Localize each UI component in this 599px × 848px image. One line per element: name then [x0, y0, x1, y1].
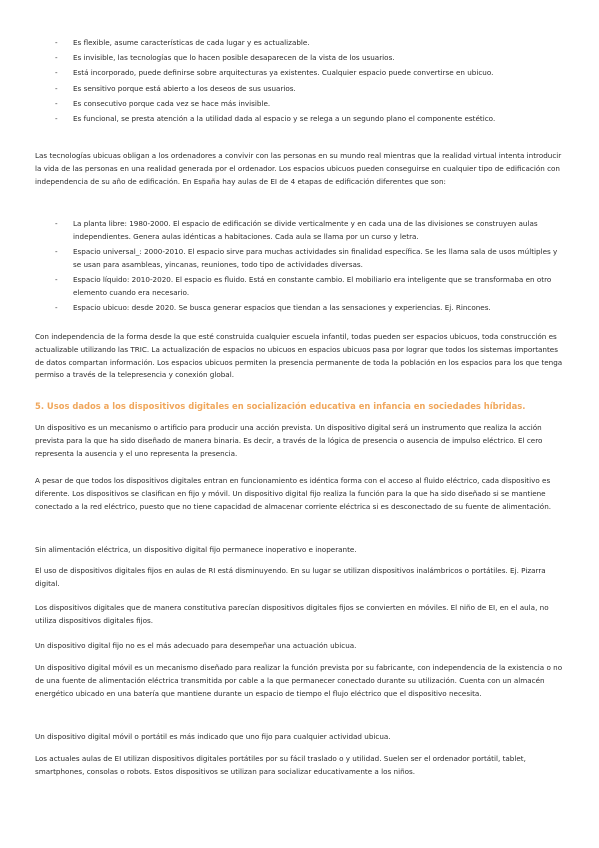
- paragraph: Un dispositivo digital móvil es un mecanismo diseñado para realizar la función prevista por su fabricante, con independencia de la existencia o no de una fuente de alimentación eléctrica transmitida por cable a la que permanecer conectado durante su utilización. Cuenta con un almacén energético ubicado en una batería que mantiene durante un espacio de tiempo el flujo eléctrico que el dispositivo necesita.: [35, 663, 563, 698]
- list-item-text: Espacio universal_: 2000-2010. El espacio sirve para muchas actividades sin finalidad específica. Se les llama sala de usos múltiples y se usan para asambleas, yincanas, reuniones, todo tipo de actividades diversas.: [73, 246, 558, 269]
- features-list: [0, 37, 599, 128]
- paragraph: Un dispositivo es un mecanismo o artificio para producir una acción prevista. Un dispositivo digital será un instrumento que realiza la acción prevista para la que ha sido diseñado de manera binaria. Es decir, a través de la lógica de presencia o ausencia de impulso eléctrico. El cero representa la ausencia y el uno representa la presencia.: [35, 423, 543, 458]
- list-item: - Es invisible, las tecnologías que lo hacen posible desaparecen de la vista de los usuarios.: [55, 53, 395, 63]
- paragraph: Un dispositivo digital móvil o portátil es más indicado que uno fijo para cualquier actividad ubicua.: [35, 732, 391, 741]
- paragraph: El uso de dispositivos digitales fijos en aulas de RI está disminuyendo. En su lugar se utilizan dispositivos inalámbricos o portátiles. Ej. Pizarra digital.: [35, 566, 546, 588]
- list-item: - Es consecutivo porque cada vez se hace más invisible.: [55, 98, 271, 108]
- list-item: - Espacio líquido: 2010-2020. El espacio es fluido. Está en constante cambio. El mobiliario era inteligente que se transformaba en otro elemento cuando era necesario.: [55, 274, 552, 297]
- paragraph: Un dispositivo digital fijo no es el más adecuado para desempeñar una actuación ubicua.: [35, 641, 357, 650]
- paragraph: Las tecnologías ubicuas obligan a los ordenadores a convivir con las personas en su mundo real mientras que la realidad virtual intenta introducir la vida de las personas en una realidad generada por el ordenador. Los espacios ubicuos pueden conseguirse en cualquier tipo de edificación con independencia de su año de edificación. En España hay aulas de EI de 4 etapas de edificación diferentes que son:: [35, 151, 562, 186]
- paragraph: Con independencia de la forma desde la que esté construida cualquier escuela infantil, todas pueden ser espacios ubicuos, toda construcción es actualizable utilizando las TRIC. La actualización de espacios no ubicuos en espacios ubicuos pasa por lograr que todos los sistemas importantes de datos compartan información. Los espacios ubicuos permiten la presencia permanente de toda la población en los espacios para los que tenga permiso a través de la telepresencia y conexión global.: [35, 332, 563, 380]
- list-item: - Es flexible, asume características de cada lugar y es actualizable.: [55, 38, 310, 47]
- list-item-text: Es funcional, se presta atención a la utilidad dada al espacio y se relega a un segundo plano el componente estético.: [73, 113, 496, 123]
- list-item: - La planta libre: 1980-2000. El espacio de edificación se divide verticalmente y en cada una de las divisiones se construyen aulas independientes. Genera aulas idénticas a habitaciones. Cada aula se llama por un curso y letra.: [55, 219, 538, 241]
- list-item: - Está incorporado, puede definirse sobre arquitecturas ya existentes. Cualquier espacio puede convertirse en ubicuo.: [55, 68, 494, 78]
- list-item-text: Espacio líquido: 2010-2020. El espacio es fluido. Está en constante cambio. El mobiliario era inteligente que se transformaba en otro elemento cuando era necesario.: [73, 274, 552, 297]
- list-item-text: Es flexible, asume características de cada lugar y es actualizable.: [73, 38, 310, 47]
- list-item-text: Espacio ubicuo: desde 2020. Se busca generar espacios que tiendan a las sensaciones y experiencias. Ej. Rincones.: [73, 302, 491, 312]
- list-item: - Es funcional, se presta atención a la utilidad dada al espacio y se relega a un segundo plano el componente estético.: [55, 113, 496, 123]
- paragraph: Los dispositivos digitales que de manera constitutiva parecían dispositivos digitales fijos se convierten en móviles. El niño de EI, en el aula, no utiliza dispositivos digitales fijos.: [35, 603, 549, 625]
- list-item-text: Está incorporado, puede definirse sobre arquitecturas ya existentes. Cualquier espacio puede convertirse en ubicuo.: [73, 68, 494, 78]
- paragraph: Los actuales aulas de EI utilizan dispositivos digitales portátiles por su fácil traslado o y utilidad. Suelen ser el ordenador portátil, tablet, smartphones, consolas o robots. Estos dispositivos se utilizan para socializar educativamente a los niños.: [35, 754, 526, 776]
- list-item-text: Es consecutivo porque cada vez se hace más invisible.: [73, 98, 271, 108]
- list-item-text: Es sensitivo porque está abierto a los deseos de sus usuarios.: [73, 83, 296, 93]
- list-item-text: Es invisible, las tecnologías que lo hacen posible desaparecen de la vista de los usuarios.: [73, 53, 395, 63]
- list-item-text: La planta libre: 1980-2000. El espacio de edificación se divide verticalmente y en cada una de las divisiones se construyen aulas independientes. Genera aulas idénticas a habitaciones. Cada aula se llama por un curso y letra.: [73, 219, 538, 241]
- section-heading: 5. Usos dados a los dispositivos digitales en socialización educativa en infancia en sociedades híbridas.: [35, 401, 526, 411]
- list-item: - Es sensitivo porque está abierto a los deseos de sus usuarios.: [55, 83, 296, 93]
- paragraph: Sin alimentación eléctrica, un dispositivo digital fijo permanece inoperativo e inoperante.: [35, 545, 357, 554]
- paragraph: A pesar de que todos los dispositivos digitales entran en funcionamiento es idéntica forma con el acceso al fluido eléctrico, cada dispositivo es diferente. Los dispositivos se clasifican en fijo y móvil. Un dispositivo digital fijo realiza la función para la que ha sido diseñado si se mantiene conectado a la red eléctrico, puesto que no tiene capacidad de almacenar corriente eléctrica si es desconectado de su fuente de alimentación.: [35, 476, 552, 511]
- list-item: - Espacio universal_: 2000-2010. El espacio sirve para muchas actividades sin finalidad específica. Se les llama sala de usos múltiples y se usan para asambleas, yincanas, reuniones, todo tipo de actividades diversas.: [55, 246, 558, 269]
- building-stages-list: [0, 218, 599, 317]
- list-item: - Espacio ubicuo: desde 2020. Se busca generar espacios que tiendan a las sensaciones y experiencias. Ej. Rincones.: [55, 302, 491, 312]
